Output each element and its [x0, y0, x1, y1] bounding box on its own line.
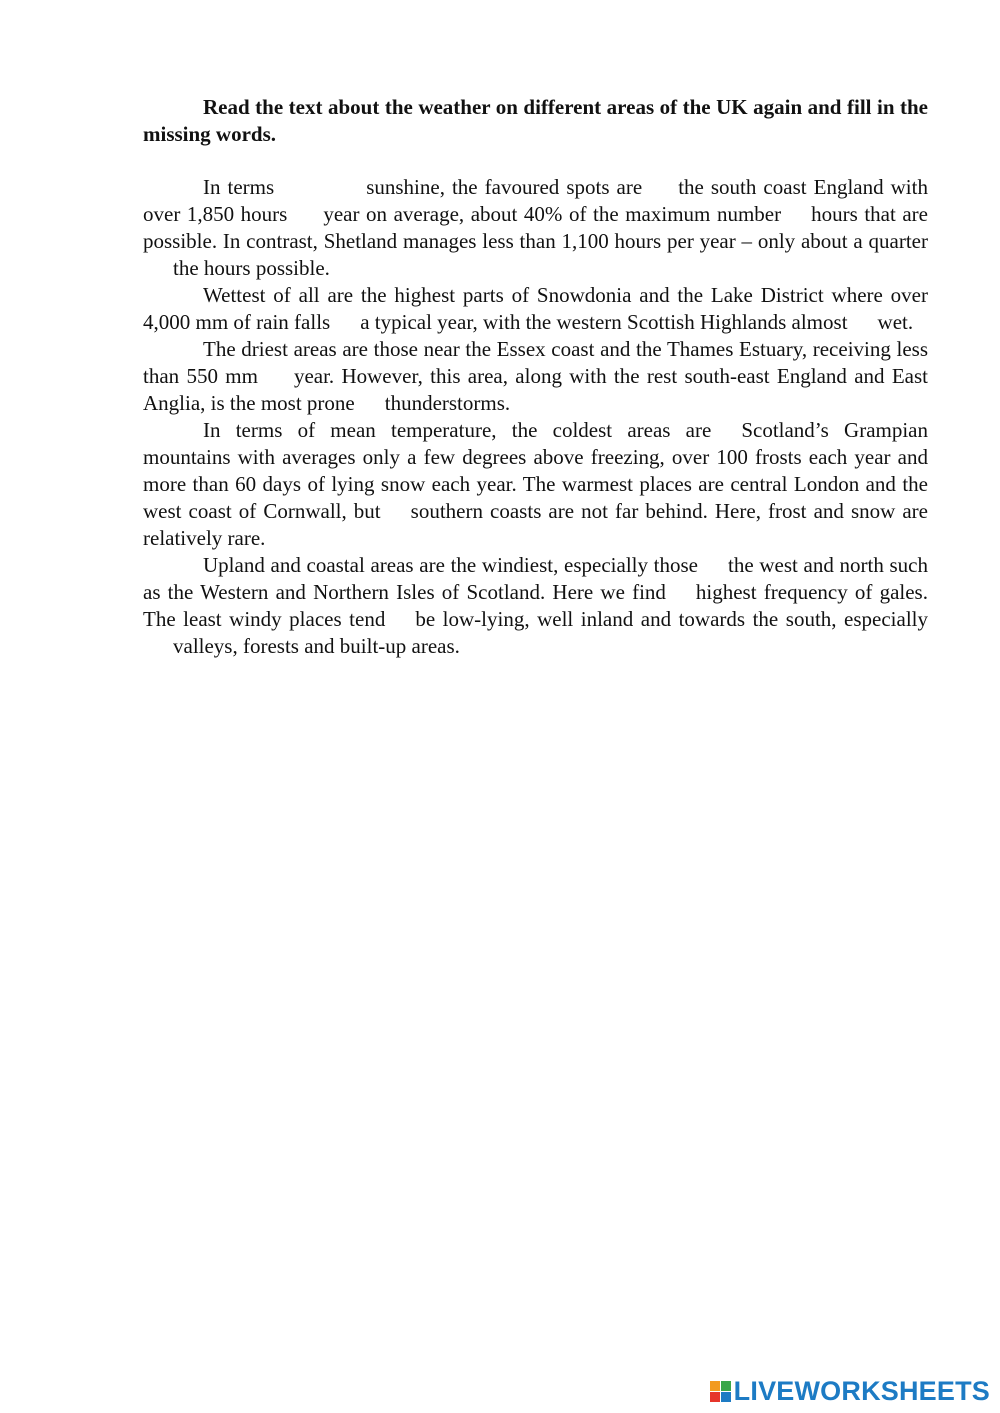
text-segment: In terms	[203, 175, 275, 199]
liveworksheets-logo-icon	[710, 1381, 731, 1402]
blank-field[interactable]	[258, 363, 294, 383]
liveworksheets-brand	[710, 1376, 990, 1407]
text-segment: be low-lying, well inland and towards the south, especially	[415, 607, 928, 631]
text-segment: the west and north such as the Western and Northern Isles of Scotland. Here we find	[143, 553, 929, 604]
blank-field[interactable]	[143, 255, 173, 275]
blank-field[interactable]	[355, 390, 385, 410]
logo-square-tr	[721, 1381, 731, 1391]
text-segment: southern coasts are not far behind. Here, frost and snow are relatively rare.	[143, 499, 928, 550]
blank-field[interactable]	[143, 633, 173, 653]
text-segment: England with over 1,850 hours	[143, 175, 928, 226]
text-segment: year on average, about 40% of the maximum number	[323, 202, 782, 226]
paragraph-rainfall	[143, 282, 928, 336]
blank-field[interactable]	[848, 309, 878, 329]
text-segment: Scotland’s Grampian mountains with averages only a few degrees above freezing, over 100 frosts each year and more than 60 days of lying snow each year. The warmest places are central London and the west coast of Cornwall, but	[143, 418, 928, 523]
text-segment: valleys, forests and built-up areas.	[173, 634, 460, 658]
blank-field[interactable]	[666, 579, 696, 599]
instructions-heading: Read the text about the weather on different areas of the UK again and fill in the missing words.	[143, 95, 928, 146]
paragraph-temperature	[143, 417, 928, 552]
blank-field[interactable]	[330, 309, 360, 329]
text-segment: thunderstorms.	[384, 391, 511, 415]
text-segment: year. However, this area, along with the rest south-east England and East Anglia, is the most prone	[143, 364, 928, 415]
blank-field[interactable]	[274, 174, 366, 194]
text-segment: the south coast	[678, 175, 807, 199]
text-segment: the hours possible.	[173, 256, 330, 280]
logo-square-br	[721, 1392, 731, 1402]
blank-field[interactable]	[381, 498, 411, 518]
blank-field[interactable]	[781, 201, 811, 221]
logo-square-tl	[710, 1381, 720, 1391]
worksheet-page	[143, 94, 928, 660]
paragraph-driest	[143, 336, 928, 417]
paragraph-sunshine	[143, 174, 928, 282]
blank-field[interactable]	[287, 201, 323, 221]
logo-square-bl	[710, 1392, 720, 1402]
text-segment: Wettest of all are the highest parts of Snowdonia and the Lake District where over 4,000 mm of rain falls	[143, 283, 928, 334]
blank-field[interactable]	[385, 606, 415, 626]
text-segment: In terms of mean temperature, the coldest areas are	[203, 418, 712, 442]
text-segment: wet.	[877, 310, 914, 334]
brand-name: LIVEWORKSHEETS	[733, 1376, 990, 1406]
text-segment: The driest areas are those near the Essex coast and the Thames Estuary, receiving less than 550 mm	[143, 337, 928, 388]
text-segment: Upland and coastal areas are the windiest, especially those	[203, 553, 698, 577]
blank-field[interactable]	[698, 552, 728, 572]
text-segment: highest frequency of gales. The least windy places tend	[143, 580, 928, 631]
text-segment: hours that are possible. In contrast, Shetland manages less than 1,100 hours per year – only about a quarter	[143, 202, 929, 253]
blank-field[interactable]	[642, 174, 678, 194]
text-segment: sunshine, the favoured spots are	[366, 175, 643, 199]
blank-field[interactable]	[711, 417, 741, 437]
text-segment: a typical year, with the western Scottish Highlands almost	[360, 310, 848, 334]
paragraph-wind	[143, 552, 928, 660]
